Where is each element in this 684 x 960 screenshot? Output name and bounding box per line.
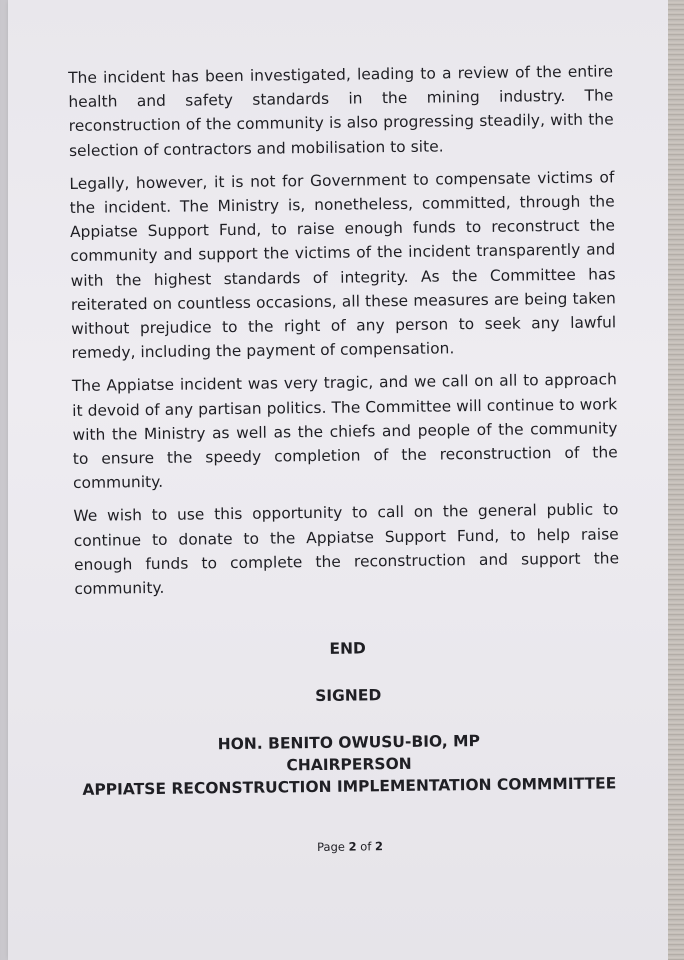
page-current: 2 [348, 839, 357, 854]
stacked-pages-edge [668, 0, 684, 960]
paragraph-compensation: Legally, however, it is not for Government to compensate victims of the incident. The Ministry is, nonetheless, committed, through the Appiatse Support Fund, to raise enough funds to reconstruct the community and support the victims of the incident transparently and with the highest standards of integrity. As the Committee has reiterated on countless occasions, all these measures are being taken without prejudice to the right of any person to seek any lawful remedy, including the payment of compensation. [69, 168, 617, 363]
paragraph-tragic-incident: The Appiatse incident was very tragic, and we call on all to approach it devoid of any partisan politics. The Committee will continue to work with the Ministry as well as the chiefs and people of the community to ensure the speedy completion of the reconstruction of the community. [71, 370, 618, 493]
document-body [68, 59, 623, 857]
page-number [77, 837, 622, 858]
signature-block [76, 729, 622, 802]
page-prefix: Page [317, 839, 346, 855]
page-total: 2 [374, 839, 384, 854]
signed-label: SIGNED [315, 686, 382, 706]
paragraph-investigation: The incident has been investigated, leading to a review of the entire health and safety standards in the mining industry. The reconstruction of the community is also progressing steadily, with the selection of contractors and mobilisation to site. [68, 62, 614, 160]
end-label: END [329, 639, 366, 659]
signatory-name: HON. BENITO OWUSU-BIO, MP [217, 732, 480, 754]
signatory-title: CHAIRPERSON [286, 755, 412, 775]
committee-name: APPIATSE RECONSTRUCTION IMPLEMENTATION COMMMITTEE [82, 774, 617, 800]
paper-sheet [8, 0, 668, 960]
page-of: of [360, 839, 372, 854]
paragraph-public-appeal: We wish to use this opportunity to call on the general public to continue to donate to the Appiatse Support Fund, to help raise enough funds to complete the reconstruction and support the community. [73, 500, 620, 599]
